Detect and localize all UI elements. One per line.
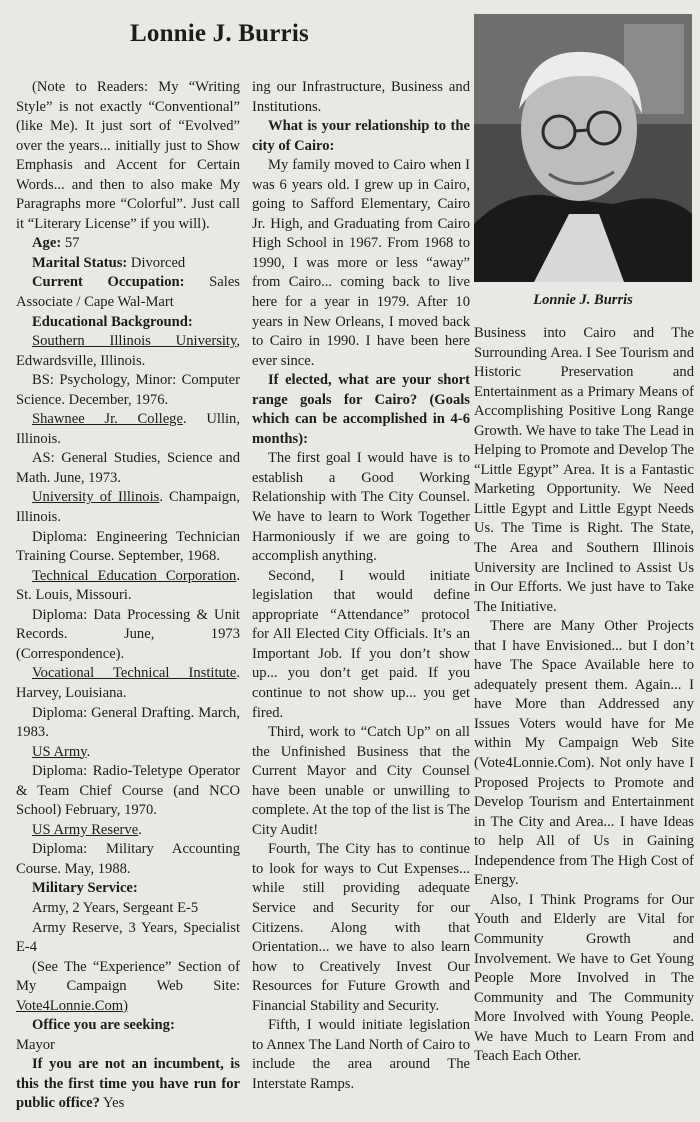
paragraph-text: The first goal I would have is to establish a Good Working Relationship with The City Counsel. We have to learn to Work Together Harmoniously if we are going to accomplish anything. [252, 450, 470, 565]
institution-entry [16, 567, 240, 606]
paragraph-text: Fourth, The City has to continue to look for ways to Cut Expenses... while still providing adequate Service and Security for our Citizens. Along with that Orientation... we have to also learn how to Creatively Invest Our Resources for Future Growth and Financial Stability and Security. [252, 841, 470, 1014]
paragraph-text: My family moved to Cairo when I was 6 years old. I grew up in Cairo, going to Safford Elementary, Cairo Jr. High, and Graduating from Cairo High School in 1967. From 1968 to 1990, I was more or less “away” from Cairo... coming back to live here for a year in 1979. After 10 years in New Orleans, I moved back to Cairo in 1990. I have been here ever since. [252, 157, 470, 369]
paragraph-text: AS: General Studies, Science and Math. June, 1973. [16, 450, 240, 486]
candidate-photo [474, 14, 692, 282]
paragraph-text: Second, I would initiate legislation that would define appropriate “Attendance” protocol for All Elected City Officials. It’s an Important Job. If you don’t show up... you don’t get paid. If you continue to not show up... you get fired. [252, 567, 470, 721]
paragraph [16, 840, 240, 879]
institution-location: . Champaign, Illinois. [16, 489, 240, 526]
paragraph-text: Diploma: Data Processing & Unit Records. June, 1973 (Correspondence). [16, 606, 240, 662]
question-text: If you are not an incumbent, is this the first time you have run for public office? [16, 1056, 240, 1112]
institution-entry [16, 743, 240, 763]
question-answer [16, 234, 240, 254]
question-text: Age: [32, 235, 62, 252]
institution-location: . St. Louis, Missouri. [16, 567, 240, 604]
paragraph [16, 528, 240, 567]
website-link: Vote4Lonnie.Com) [16, 997, 129, 1014]
portrait-image [474, 14, 692, 282]
paragraph-text: Diploma: Radio-Teletype Operator & Team Chief Course (and NCO School) February, 1970. [16, 763, 240, 819]
institution-name: US Army Reserve [32, 821, 139, 838]
question-text: Military Service: [32, 880, 138, 897]
paragraph [16, 1036, 240, 1056]
question-text: Office you are seeking: [32, 1017, 175, 1034]
paragraph [16, 899, 240, 919]
institution-name: US Army [32, 743, 87, 760]
institution-entry [16, 664, 240, 703]
answer-text: Yes [99, 1095, 125, 1112]
paragraph-text: ing our Infrastructure, Business and Institutions. [252, 79, 470, 115]
institution-name: Shawnee Jr. College [32, 411, 183, 428]
paragraph-text: Also, I Think Programs for Our Youth and Elderly are Vital for Community Growth and Involvement. We have to Get Young People More Involved in The Community and The Community More Involved with Young People. We have Much to Learn From and Teach Each Other. [474, 891, 694, 1065]
paragraph [252, 840, 470, 1016]
paragraph-text: Business into Cairo and The Surrounding Area. I See Tourism and Historic Preservation and Entertainment as a Primary Means of Accomplishing Positive Long Range Growth. We have to take The Lead in Helping to Promote and Develop The “Little Egypt” Area. It is a Fantastic Marketing Opportunity. We Need Little Egypt and Little Egypt Needs Us. The Time is Right. The State, The Area and Southern Illinois University are Inclined to Assist Us in Our Efforts. We just have to Take The Initiative. [474, 325, 694, 615]
answer-text: Sales Associate / Cape Wal-Mart [16, 274, 240, 311]
question-text: Current Occupation: [32, 274, 185, 291]
paragraph [16, 371, 240, 410]
paragraph-text: Army Reserve, 3 Years, Specialist E-4 [16, 919, 240, 956]
paragraph [252, 78, 470, 117]
column-1 [16, 78, 240, 1114]
question-heading [252, 371, 470, 449]
question-answer [16, 273, 240, 312]
institution-entry [16, 332, 240, 371]
paragraph [16, 958, 240, 1017]
question-text: What is your relationship to the city of Cairo: [252, 118, 470, 154]
institution-name: Southern Illinois University [32, 333, 237, 350]
question-answer [16, 1055, 240, 1114]
paragraph-text: Diploma: General Drafting. March, 1983. [16, 704, 240, 741]
paragraph [252, 449, 470, 566]
question-text: Educational Background: [32, 313, 193, 330]
photo-caption: Lonnie J. Burris [533, 292, 633, 308]
paragraph-text: There are Many Other Projects that I have Envisioned... but I don’t have The Space Available here to adequately present them. Again... I have More than Addressed any Issues Voters would have for Me within My Campaign Web Site (Vote4Lonnie.Com). Not only have I Proposed Projects to Promote and Develop Tourism and Entertainment in The City and Area... I have Ideas to help All of Us in Gaining Independence from The High Cost of Energy. [474, 618, 694, 889]
question-text: If elected, what are your short range goals for Cairo? (Goals which can be accomplished in 4-6 months): [252, 372, 470, 447]
question-heading [16, 313, 240, 333]
paragraph [16, 919, 240, 958]
paragraph-text: Mayor [16, 1036, 55, 1053]
paragraph-text: (See The “Experience” Section of My Campaign Web Site: [16, 958, 240, 995]
paragraph [252, 723, 470, 840]
institution-entry [16, 410, 240, 449]
institution-location: . Harvey, Louisiana. [16, 665, 240, 701]
institution-name: Vocational Technical Institute [32, 665, 237, 682]
institution-location: . [138, 821, 142, 838]
question-heading [16, 1016, 240, 1036]
institution-location: . Ullin, Illinois. [16, 411, 240, 447]
paragraph [16, 449, 240, 488]
paragraph-text: Fifth, I would initiate legislation to Annex The Land North of Cairo to include the area around The Interstate Ramps. [252, 1017, 470, 1092]
paragraph-text: BS: Psychology, Minor: Computer Science. December, 1976. [16, 372, 240, 408]
paragraph-text: Diploma: Military Accounting Course. May, 1988. [16, 841, 240, 877]
article-title: Lonnie J. Burris [130, 20, 309, 47]
institution-name: University of Illinois [32, 489, 160, 506]
paragraph [16, 704, 240, 743]
paragraph [16, 606, 240, 665]
paragraph [252, 567, 470, 723]
paragraph [474, 891, 694, 1067]
institution-name: Technical Education Corporation [32, 567, 237, 584]
answer-text: Divorced [127, 254, 186, 271]
paragraph [474, 324, 694, 617]
question-heading [16, 879, 240, 899]
paragraph [252, 1016, 470, 1094]
paragraph [16, 78, 240, 234]
paragraph-text: Army, 2 Years, Sergeant E-5 [32, 899, 199, 916]
institution-entry [16, 488, 240, 527]
column-2 [252, 78, 470, 1094]
paragraph-text: Diploma: Engineering Technician Training Course. September, 1968. [16, 528, 240, 565]
paragraph-text: Third, work to “Catch Up” on all the Unfinished Business that the Current Mayor and City Counsel have been unable or unwilling to complete. At the top of the list is The City Audit! [252, 724, 470, 838]
institution-location: , Edwardsville, Illinois. [16, 333, 240, 369]
answer-text: 57 [61, 235, 80, 252]
institution-entry [16, 821, 240, 841]
question-answer [16, 254, 240, 274]
paragraph [474, 617, 694, 891]
paragraph-text: (Note to Readers: My “Writing Style” is not exactly “Conventional” (like Me). It just sort of “Evolved” over the years... initially just to Show Emphasis and Accent for Certain Words... and then to also make My Paragraphs more “Colorful”. Just call it “Literary License” if you will). [16, 79, 240, 232]
paragraph [16, 762, 240, 821]
question-text: Marital Status: [32, 254, 128, 271]
institution-location: . [86, 743, 91, 760]
column-3 [474, 324, 694, 1067]
question-heading [252, 117, 470, 156]
paragraph [252, 156, 470, 371]
